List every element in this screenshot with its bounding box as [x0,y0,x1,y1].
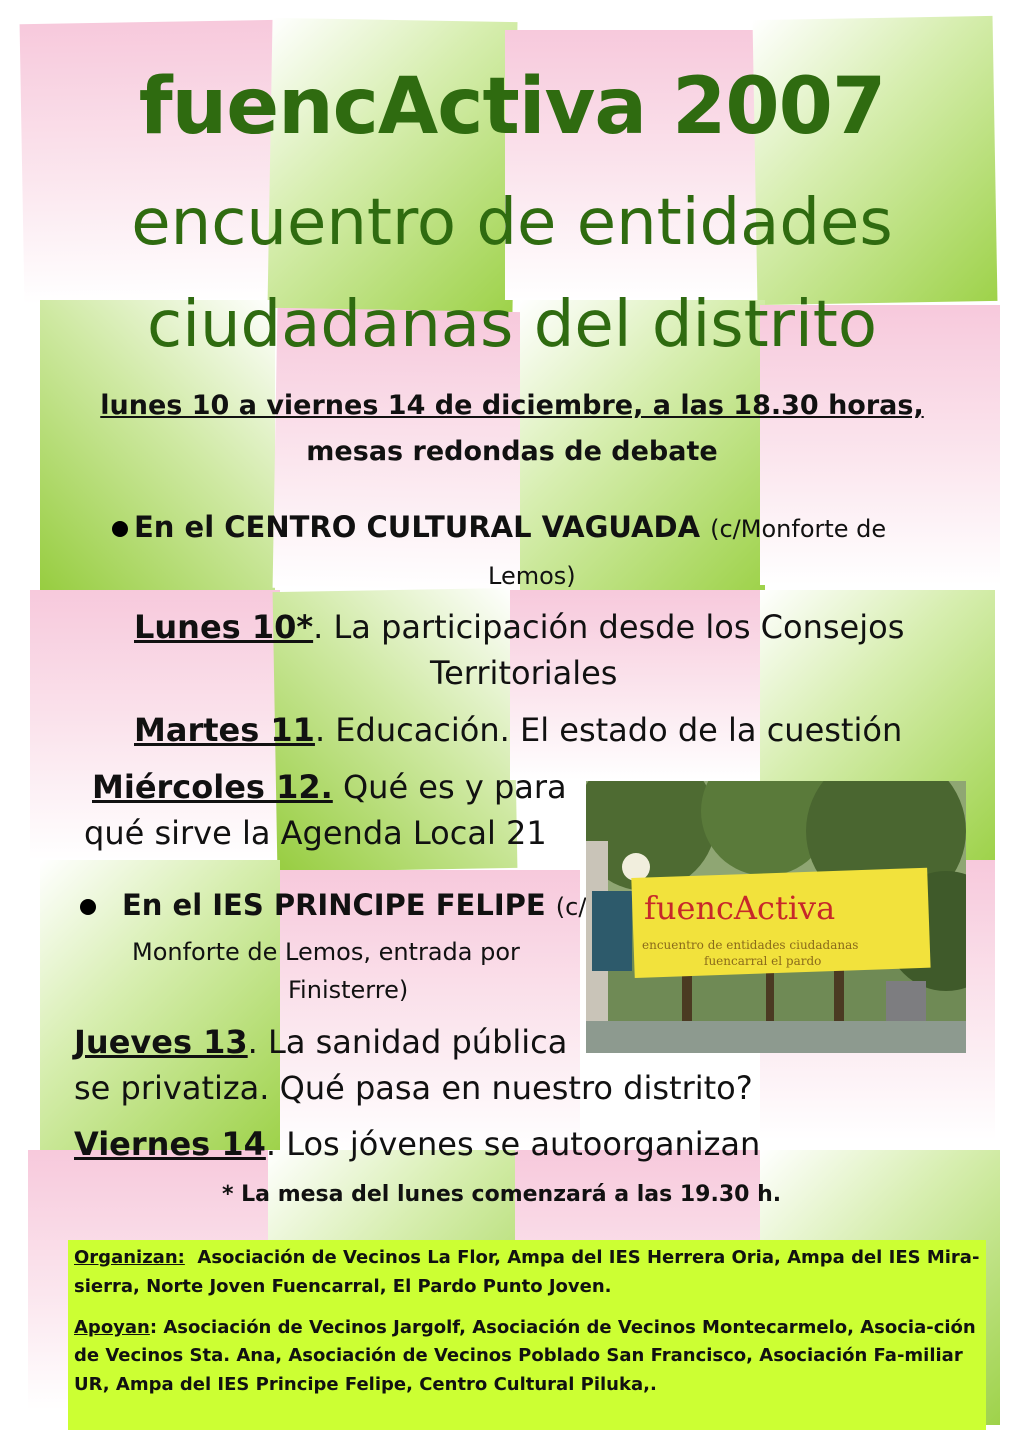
bullet-icon [112,521,128,537]
session-day: Martes 11 [134,711,315,749]
session-friday [74,1122,760,1167]
page-title: fuencActiva 2007 [138,62,886,152]
session-day: Miércoles 12. [92,768,333,806]
session-wednesday [92,765,567,810]
event-photo [586,781,966,1053]
footnote: * La mesa del lunes comenzará a las 19.30 h. [222,1182,782,1207]
session-monday-cont: Territoriales [430,654,618,692]
organizers [74,1244,980,1302]
venue-2-address: (c/ [555,893,587,921]
supporters-label: Apoyan [74,1316,150,1338]
session-monday [134,605,904,650]
dates-line: lunes 10 a viernes 14 de diciembre, a las 18.30 horas, [100,390,924,421]
venue-2 [80,888,586,922]
banner-line-1: encuentro de entidades ciudadanas [642,938,859,952]
session-thursday [74,1020,567,1065]
session-thursday-cont: se privatiza. Qué pasa en nuestro distrito? [74,1069,753,1107]
venue-2-address-end: Finisterre) [288,976,409,1004]
subtitle-line-1: encuentro de entidades [131,186,893,260]
venue-1-address: (c/Monforte de [710,515,887,543]
title-block [40,62,984,152]
supporters-text: : Asociación de Vecinos Jargolf, Asociación de Vecinos Montecarmelo, Asocia-ción de Vecinos Sta. Ana, Asociación de Vecinos Poblado San Francisco, Asociación Fa-miliar UR, Ampa del IES Principe Felipe, Centro Cultural Piluka,. [74,1316,976,1396]
bullet-icon [80,899,96,915]
session-day: Jueves 13 [74,1023,248,1061]
session-text: . La sanidad pública [247,1023,568,1061]
session-day: Viernes 14 [74,1125,266,1163]
organizers-text: Asociación de Vecinos La Flor, Ampa del IES Herrera Oria, Ampa del IES Mira-sierra, Norte Joven Fuencarral, El Pardo Punto Joven. [74,1247,980,1297]
session-text: Qué es y para [332,768,567,806]
session-text: . Los jóvenes se autoorganizan [265,1125,761,1163]
venue-2-address-middle: Monforte de Lemos, entrada por [132,938,520,966]
organizers-label: Organizan: [74,1247,185,1268]
subtitle-line-2: ciudadanas del distrito [147,288,877,362]
venue-1 [112,510,886,544]
credits-box [68,1240,986,1430]
session-wednesday-cont: qué sirve la Agenda Local 21 [84,814,547,852]
format-line: mesas redondas de debate [306,436,718,467]
session-day: Lunes 10* [134,608,314,646]
session-text: . La participación desde los Consejos [313,608,905,646]
session-tuesday [134,708,902,753]
venue-2-name: En el IES PRINCIPE FELIPE [122,888,546,922]
venue-1-name: En el CENTRO CULTURAL VAGUADA [134,510,701,544]
banner-line-2: fuencarral el pardo [704,954,822,968]
session-text: . Educación. El estado de la cuestión [314,711,903,749]
supporters [74,1314,980,1400]
venue-1-address-end: Lemos) [488,562,576,590]
banner-title: fuencActiva [644,889,836,927]
photo-illustration [586,781,966,1053]
